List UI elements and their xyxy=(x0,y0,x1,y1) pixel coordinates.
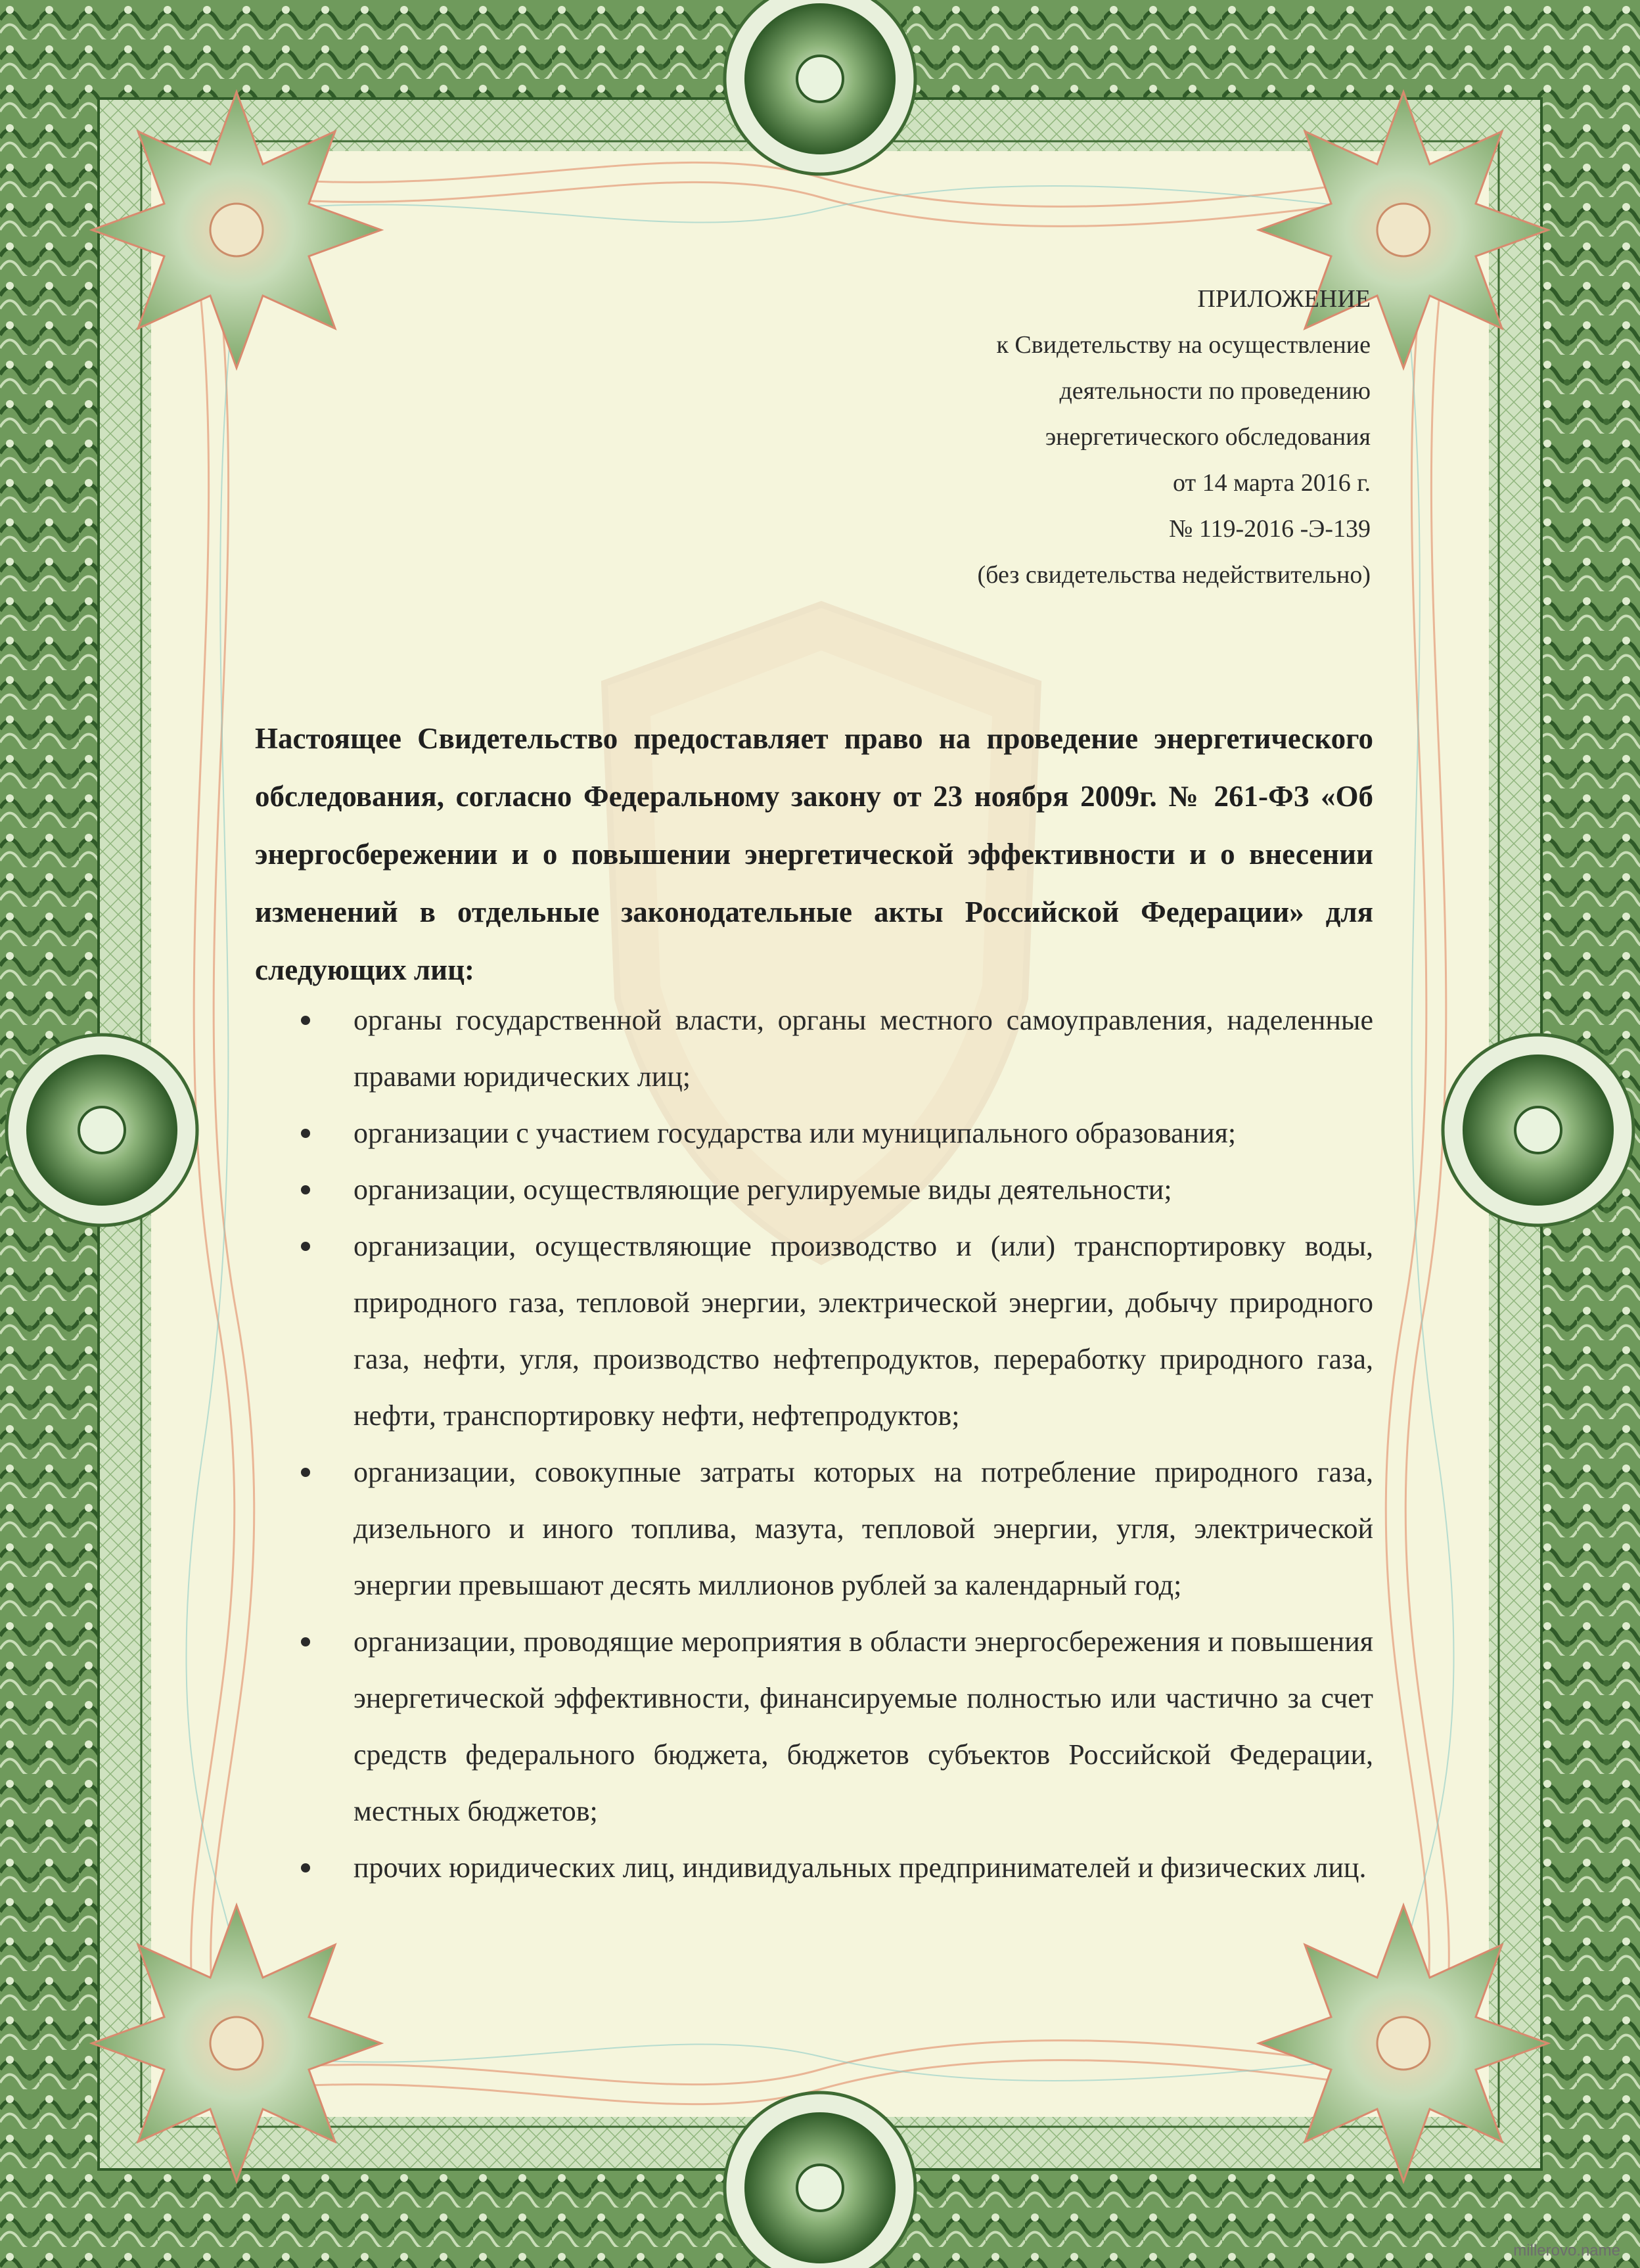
list-item xyxy=(255,1105,1373,1162)
appendix-line: к Свидетельству на осуществление xyxy=(996,331,1371,359)
list-item xyxy=(255,1840,1373,1896)
bullet-icon xyxy=(301,1016,310,1025)
bullet-icon xyxy=(301,1185,310,1194)
eligible-entities-list xyxy=(255,992,1373,1896)
appendix-line: энергетического обследования xyxy=(1045,423,1371,451)
appendix-note: (без свидетельства недействительно) xyxy=(977,561,1371,589)
bullet-icon xyxy=(301,1637,310,1646)
bullet-icon xyxy=(301,1242,310,1251)
appendix-line: деятельности по проведению xyxy=(1059,377,1371,405)
bullet-icon xyxy=(301,1129,310,1138)
list-item-text: организации, совокупные затраты которых на потребление природного газа, дизельного и иного топлива, мазута, тепловой энергии, угля, электрической энергии превышают десять миллионов рублей за календарный год; xyxy=(353,1456,1373,1601)
list-item xyxy=(255,1614,1373,1840)
list-item xyxy=(255,1444,1373,1614)
main-paragraph: Настоящее Свидетельство предоставляет право на проведение энергетического обследования, согласно Федеральному закону от 23 ноября 2009г. № 261-ФЗ «Об энергосбережении и о повышении энергетической эффективности и о внесении изменений в отдельные законодательные акты Российской Федерации» для следующих лиц: xyxy=(255,722,1373,986)
bullet-icon xyxy=(301,1468,310,1477)
site-watermark: millerovo.name xyxy=(1513,2242,1620,2259)
list-item xyxy=(255,1218,1373,1444)
list-item xyxy=(255,992,1373,1105)
list-item xyxy=(255,1162,1373,1218)
appendix-date: от 14 марта 2016 г. xyxy=(1173,469,1371,497)
list-item-text: организации, осуществляющие производство и (или) транспортировку воды, природного газа, тепловой энергии, электрической энергии, добычу природного газа, нефти, угля, производство нефтепродуктов, переработку природного газа, нефти, транспортировку нефти, нефтепродуктов; xyxy=(353,1230,1373,1432)
appendix-header xyxy=(779,276,1371,598)
list-item-text: организации с участием государства или муниципального образования; xyxy=(353,1117,1237,1149)
appendix-title: ПРИЛОЖЕНИЕ xyxy=(1197,285,1371,313)
bullet-icon xyxy=(301,1863,310,1872)
list-item-text: органы государственной власти, органы местного самоуправления, наделенные правами юридических лиц; xyxy=(353,1004,1373,1093)
list-item-text: организации, проводящие мероприятия в области энергосбережения и повышения энергетической эффективности, финансируемые полностью или частично за счет средств федерального бюджета, бюджетов субъектов Российской Федерации, местных бюджетов; xyxy=(353,1625,1373,1827)
list-item-text: прочих юридических лиц, индивидуальных предпринимателей и физических лиц. xyxy=(353,1851,1367,1884)
appendix-number: № 119-2016 -Э-139 xyxy=(1169,515,1371,543)
list-item-text: организации, осуществляющие регулируемые виды деятельности; xyxy=(353,1173,1172,1206)
